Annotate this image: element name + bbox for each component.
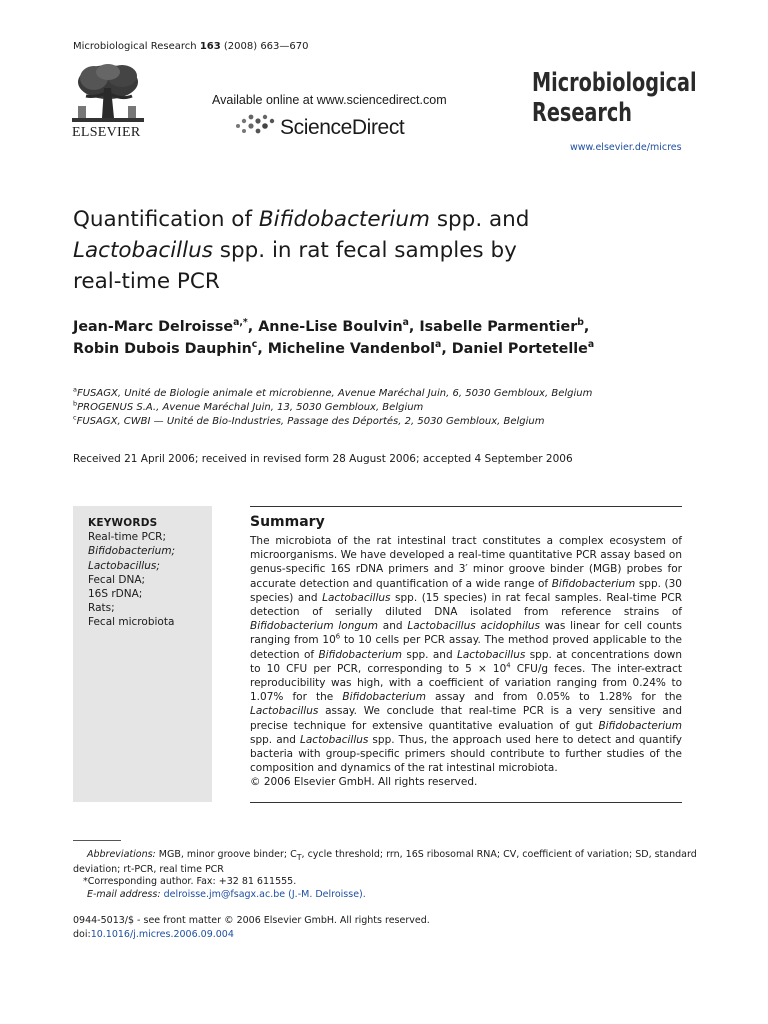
keyword-item: Fecal microbiota (88, 616, 175, 629)
summary-genus: Lactobacillus (456, 648, 526, 661)
title-genus: Lactobacillus (73, 238, 213, 263)
summary-genus: Bifidobacterium (318, 648, 402, 661)
author-name: Jean-Marc Delroisse (73, 319, 234, 335)
doi-line (73, 928, 430, 942)
title-part: Quantification of (73, 207, 259, 232)
citation-journal: Microbiological Research (73, 41, 197, 52)
abbreviations-footnote (73, 849, 697, 864)
author-name: Daniel Portetelle (451, 341, 588, 357)
author-affiliation-mark: a,* (233, 317, 248, 329)
email-footnote (73, 889, 683, 901)
author-separator: , (408, 319, 420, 335)
keyword-item: Fecal DNA; (88, 573, 146, 586)
summary-copyright: © 2006 Elsevier GmbH. All rights reserved. (250, 776, 478, 789)
affiliation-c (73, 415, 592, 429)
email-label: E-mail address: (87, 888, 161, 900)
title-genus: Bifidobacterium (258, 207, 430, 232)
issn-footer (73, 914, 430, 941)
title-part: spp. and (429, 207, 530, 232)
summary-run: spp. at concentrations down to 10 CFU per PCR, corresponding to 5 × 10 (250, 648, 682, 675)
summary-run: assay. We conclude that real-time PCR is a very sensitive and precise technique for extensive quantitative evaluation of gut (250, 705, 682, 732)
author-name: Anne-Lise Boulvin (258, 319, 403, 335)
affiliation-mark: a (73, 385, 77, 394)
summary-run: was linear for cell counts ranging from 10 (250, 620, 682, 647)
publisher-name: ELSEVIER (72, 125, 141, 140)
summary-run: spp. (15 species) in rat fecal samples. Real-time PCR detection of serially diluted DNA isolated from reference strains of (250, 591, 682, 619)
title-part: spp. in rat fecal samples by (212, 238, 517, 263)
summary-genus: Bifidobacterium (551, 577, 636, 590)
journal-title-line1: Microbiological (532, 68, 697, 98)
summary-run: spp. and (402, 648, 457, 661)
email-owner: (J.-M. Delroisse). (288, 888, 366, 900)
abbreviations-text: MGB, minor groove binder; C (155, 849, 297, 860)
author-name: Isabelle Parmentier (419, 319, 578, 335)
summary-run: spp. and (250, 733, 301, 746)
summary-genus: Lactobacillus acidophilus (407, 620, 541, 633)
author-list (73, 316, 594, 360)
author-affiliation-mark: a (435, 339, 442, 351)
journal-url-link[interactable]: www.elsevier.de/micres (570, 142, 682, 153)
article-title (73, 204, 693, 297)
summary-text (250, 534, 682, 790)
abbreviations-text-line2: deviation; rt-PCR, real time PCR (73, 864, 224, 876)
summary-genus: Lactobacillus (322, 591, 391, 604)
elsevier-tree-logo-icon (70, 62, 146, 126)
summary-run: spp. Thus, the approach used here to detect and quantify bacteria with group-specific primers should contribute to further studies of the composition and dynamics of the rat intestinal microbiota. (250, 733, 682, 775)
issn-line: 0944-5013/$ - see front matter © 2006 Elsevier GmbH. All rights reserved. (73, 915, 430, 926)
author-separator: , (257, 341, 268, 357)
summary-top-rule (250, 506, 682, 507)
summary-run: CFU/g feces. The inter-extract reproducibility was high, with a coefficient of variation ranging from 0.24% to 1.07% for the (250, 662, 682, 704)
keyword-item: 16S rDNA; (88, 588, 143, 601)
sciencedirect-wordmark: ScienceDirect (280, 116, 405, 139)
summary-run: to 10 cells per PCR assay. The method proved applicable to the detection of (250, 634, 682, 661)
citation-pages: (2008) 663—670 (223, 41, 309, 52)
doi-link[interactable]: 10.1016/j.micres.2006.09.004 (90, 928, 234, 940)
affiliation-mark: b (73, 399, 78, 408)
summary-exponent: 6 (335, 632, 341, 641)
doi-label: doi: (73, 928, 91, 940)
summary-genus: Bifidobacterium (342, 691, 426, 704)
available-online-text: Available online at www.sciencedirect.com (212, 93, 447, 107)
footnotes (73, 849, 697, 901)
affiliation-mark: c (73, 413, 77, 422)
footnote-rule (73, 840, 121, 841)
summary-genus: Lactobacillus (300, 733, 369, 746)
keyword-item: Real-time PCR; (88, 531, 166, 544)
summary-heading: Summary (250, 514, 325, 530)
summary-genus: Bifidobacterium (598, 719, 682, 732)
summary-run: spp. (30 species) and (250, 577, 682, 604)
journal-title-line2: Research (532, 98, 632, 128)
summary-genus: Lactobacillus (250, 705, 319, 718)
abbreviations-text: , cycle threshold; rrn, 16S ribosomal RNA; CV, coefficient of variation; SD, standard (301, 849, 697, 860)
sciencedirect-logo-icon (232, 112, 280, 136)
abbreviations-subscript: T (296, 852, 302, 862)
keywords-heading: KEYWORDS (88, 517, 158, 529)
abbreviations-label: Abbreviations: (87, 849, 156, 860)
keyword-item: Rats; (88, 602, 115, 615)
affiliation-text: FUSAGX, Unité de Biologie animale et microbienne, Avenue Maréchal Juin, 6, 5030 Gembloux, Belgium (76, 388, 593, 399)
author-separator: , (583, 319, 590, 335)
author-separator: , (441, 341, 452, 357)
affiliation-b (73, 401, 592, 415)
title-part: real-time PCR (73, 269, 220, 294)
email-link[interactable]: delroisse.jm@fsagx.ac.be (163, 888, 286, 900)
author-affiliation-mark: c (251, 339, 258, 351)
author-name: Micheline Vandenbol (267, 341, 436, 357)
journal-title (532, 68, 697, 128)
summary-exponent: 4 (506, 661, 511, 670)
affiliations (73, 387, 592, 429)
summary-genus: Bifidobacterium longum (250, 620, 378, 633)
citation-volume: 163 (199, 41, 221, 52)
affiliation-text: FUSAGX, CWBI — Unité de Bio-Industries, Passage des Déportés, 2, 5030 Gembloux, Belgium (76, 416, 545, 427)
received-dates: Received 21 April 2006; received in revised form 28 August 2006; accepted 4 September 2006 (73, 453, 573, 465)
summary-bottom-rule (250, 802, 682, 803)
summary-run: assay and from 0.05% to 1.28% for the (425, 691, 682, 704)
summary-run: The microbiota of the rat intestinal tract constitutes a complex ecosystem of microorganisms. We have developed a real-time quantitative PCR assay based on genus-specific 16S rDNA primers and 3′ minor groove binder (MGB) probes for accurate detection and quantification of a wide range of (250, 535, 682, 590)
author-affiliation-mark: a (402, 317, 409, 329)
affiliation-a (73, 387, 592, 401)
author-separator: , (247, 319, 259, 335)
keyword-item: Bifidobacterium; (88, 545, 176, 558)
affiliation-text: PROGENUS S.A., Avenue Maréchal Juin, 13, 5030 Gembloux, Belgium (77, 402, 424, 413)
author-name: Robin Dubois Dauphin (73, 341, 252, 357)
author-affiliation-mark: a (587, 339, 595, 351)
journal-citation (73, 41, 309, 52)
summary-run: and (377, 620, 408, 633)
corresponding-author-note: *Corresponding author. Fax: +32 81 611555. (83, 876, 297, 888)
keyword-item: Lactobacillus; (88, 559, 160, 572)
keywords-box (73, 506, 212, 802)
author-affiliation-mark: b (577, 317, 584, 329)
